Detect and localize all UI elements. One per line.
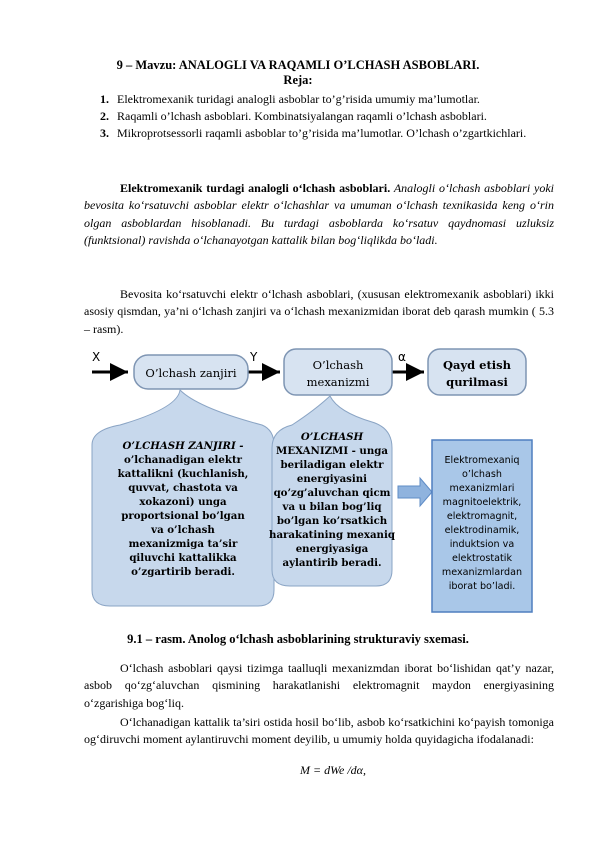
svg-text:elektromagnit,: elektromagnit, — [446, 511, 518, 522]
recording-device-label-2: qurilmasi — [446, 375, 508, 389]
intro-body: Analogli o‘lchash asboblari yoki bevosita ko‘rsatuvchi asboblar elektr o‘lchashlar va umuman o‘lchash texnikasida keng o‘rin olgan asboblardan hisoblanadi. Bu turdagi asboblarda ko‘rsatuv qaydnomasi uzluksiz (funktsional) ravishda o‘lchanayotgan kattalik bilan bog‘liqlikda bo‘ladi. — [84, 181, 554, 248]
svg-text:beriladigan elektr: beriladigan elektr — [280, 459, 384, 471]
paragraph-torque: O‘lchanadigan kattalik ta’siri ostida hosil bo‘lib, asbob ko‘rsatkichini ko‘payish tomoniga og‘diruvchi moment aylantiruvchi moment deyilib, u umumiy holda quyidagicha ifodalanadi: — [84, 715, 554, 747]
svg-text:MEXANIZMI - unga: MEXANIZMI - unga — [276, 445, 388, 457]
svg-text:elektrostatik: elektrostatik — [451, 553, 513, 564]
signal-x-label: X — [92, 350, 101, 364]
plan-item: 3. Mikroprotsessorli raqamli asboblar to’g’risida ma’lumotlar. O’lchash o’zgartkichlari. — [100, 126, 527, 140]
recording-device-label-1: Qayd etish — [442, 358, 512, 372]
document-title: 9 – Mavzu: ANALOGLI VA RAQAMLI O’LCHASH ASBOBLARI. — [116, 58, 480, 72]
svg-text:Elektromexaniq: Elektromexaniq — [444, 455, 520, 466]
svg-text:va o’lchash: va o’lchash — [151, 524, 215, 536]
plan-item: 2. Raqamli o’lchash asboblari. Kombinatsiyalangan raqamli o’lchash asboblari. — [100, 109, 487, 123]
paragraph-energy: O‘lchash asboblari qaysi tizimga taalluqli mexanizmdan iborat bo‘lishidan qat’y nazar, asbob qo‘zg‘aluvchan qismining harakatlanishi elektromagnit maydon energiyasining o‘zgarishiga bog‘liq. — [84, 661, 554, 710]
svg-text:qiluvchi kattalikka: qiluvchi kattalikka — [129, 552, 237, 564]
torque-formula: M = dWe /dα, — [300, 763, 366, 777]
svg-text:kattalikni (kuchlanish,: kattalikni (kuchlanish, — [117, 468, 249, 480]
figure-caption: 9.1 – rasm. Anolog o‘lchash asboblarining strukturaviy sxemasi. — [127, 632, 469, 646]
plan-heading: Reja: — [283, 73, 313, 87]
svg-text:proportsional bo’lgan: proportsional bo’lgan — [121, 510, 245, 522]
svg-text:o’zgartirib beradi.: o’zgartirib beradi. — [131, 566, 235, 578]
signal-y-label: Y — [250, 350, 258, 364]
measuring-circuit-label: O’lchash zanjiri — [145, 366, 237, 380]
panel-arrow — [398, 478, 432, 506]
svg-text:mexanizmiga ta’sir: mexanizmiga ta’sir — [128, 538, 238, 550]
svg-text:xokazoni) unga: xokazoni) unga — [139, 496, 227, 508]
signal-alpha-label: α — [398, 350, 406, 364]
plan-item-text: Elektromexanik turidagi analogli asboblar to’g’risida umumiy ma’lumotlar. — [117, 92, 480, 106]
svg-text:elektrodinamik,: elektrodinamik, — [444, 525, 520, 536]
svg-text:va u bilan bog’liq: va u bilan bog’liq — [282, 501, 382, 513]
plan-item-text: Raqamli o’lchash asboblari. Kombinatsiyalangan raqamli o’lchash asboblari. — [117, 109, 487, 123]
svg-text:energiyasiga: energiyasiga — [295, 543, 369, 555]
svg-text:o’lchash: o’lchash — [462, 469, 502, 480]
svg-text:O’LCHASH: O’LCHASH — [300, 431, 364, 443]
measuring-mechanism-label-2: mexanizmi — [306, 375, 370, 389]
svg-text:aylantirib beradi.: aylantirib beradi. — [282, 557, 382, 569]
plan-item: 1. Elektromexanik turidagi analogli asboblar to’g’risida umumiy ma’lumotlar. — [100, 92, 480, 106]
plan-item-text: Mikroprotsessorli raqamli asboblar to’g’risida ma’lumotlar. O’lchash o’zgartkichlari. — [117, 126, 527, 140]
measuring-mechanism-label-1: O’lchash — [312, 358, 364, 372]
svg-text:energiyasini: energiyasini — [296, 473, 368, 485]
svg-text:mexanizmlari: mexanizmlari — [449, 483, 515, 494]
paragraph-structure: Bevosita ko‘rsatuvchi elektr o‘lchash asboblari, (xususan elektromexanik asboblari) ikki asosiy qismdan, ya’ni o‘lchash zanjiri va o‘lchash mexanizmidan iborat deb qarash mumkin ( 5.3 – rasm). — [84, 287, 554, 336]
svg-text:o’lchanadigan elektr: o’lchanadigan elektr — [123, 454, 243, 466]
svg-text:iborat bo’ladi.: iborat bo’ladi. — [448, 581, 516, 592]
svg-text:qo’zg’aluvchan qicm: qo’zg’aluvchan qicm — [273, 487, 391, 499]
svg-text:mexanizmlardan: mexanizmlardan — [441, 567, 523, 578]
svg-text:magnitoelektrik,: magnitoelektrik, — [442, 497, 522, 508]
svg-text:induktsion va: induktsion va — [449, 539, 515, 550]
svg-text:harakatining mexaniq: harakatining mexaniq — [269, 529, 395, 541]
intro-lead: Elektromexanik turdagi analogli o‘lchash asboblari. — [120, 181, 391, 195]
svg-text:quvvat, chastota va: quvvat, chastota va — [128, 482, 238, 494]
svg-text:bo’lgan ko’rsatkich: bo’lgan ko’rsatkich — [276, 515, 388, 527]
svg-text:O’LCHASH ZANJIRI -: O’LCHASH ZANJIRI - — [122, 440, 244, 452]
